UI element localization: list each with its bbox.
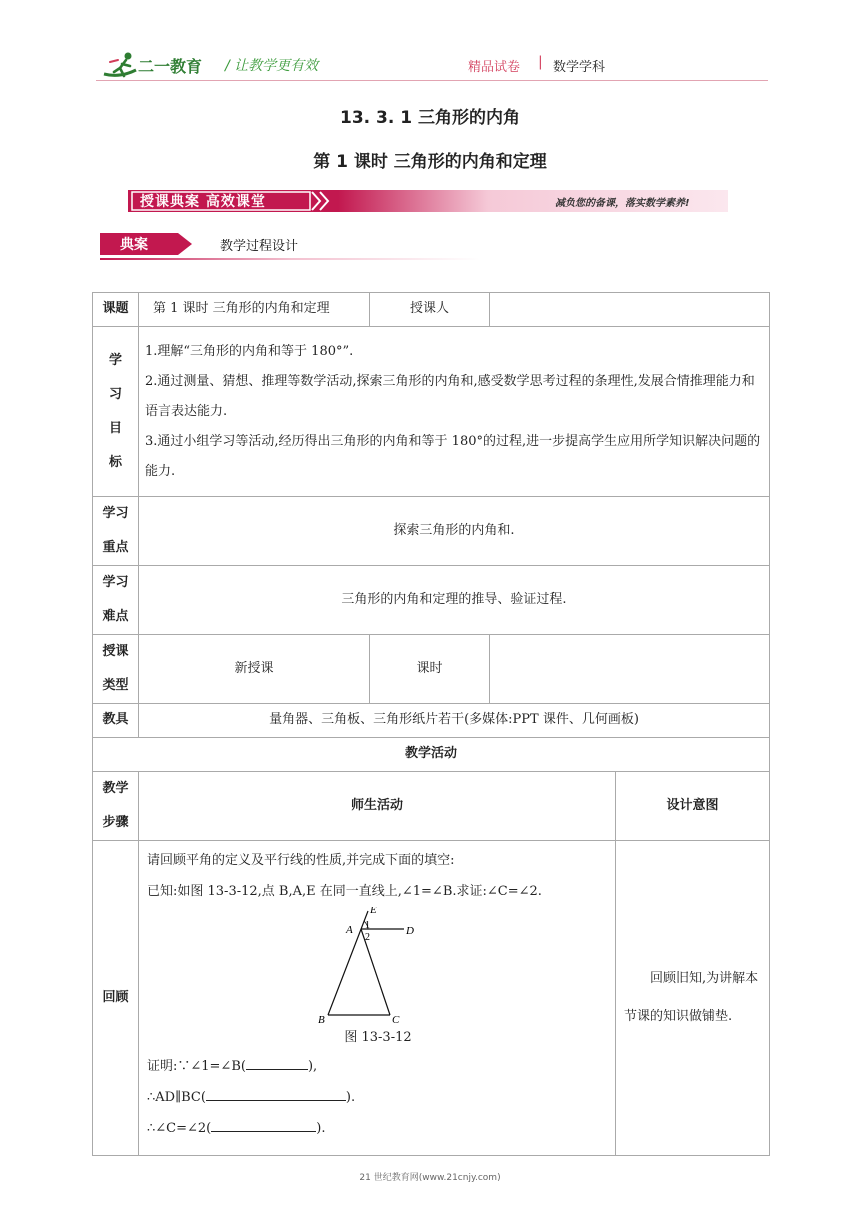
goals-content	[139, 327, 770, 497]
fill-blank[interactable]	[246, 1057, 308, 1070]
teacher-label: 授课人	[370, 293, 490, 327]
fill-blank[interactable]	[206, 1088, 346, 1101]
review-line: 已知:如图 13-3-12,点 B,A,E 在同一直线上,∠1=∠B.求证:∠C=∠2.	[147, 884, 542, 899]
label-E: E	[370, 907, 377, 916]
section-tag-text: 典案	[120, 237, 148, 253]
table-row	[93, 327, 770, 497]
label-angle-1: 1	[365, 920, 370, 931]
difficult-point-label: 学习 难点	[93, 566, 139, 635]
goal-item: 3.通过小组学习等活动,经历得出三角形的内角和等于 180°的过程,进一步提高学生应用所学知识解决问题的能力.	[145, 433, 761, 479]
label-D: D	[406, 925, 414, 937]
review-activity	[139, 841, 616, 1156]
logo-text: 二一教育	[138, 57, 203, 76]
page-title: 13. 3. 1 三角形的内角	[340, 108, 520, 128]
steps-label: 教学 步骤	[93, 772, 139, 841]
teacher-value	[490, 293, 770, 327]
table-row	[93, 704, 770, 738]
quality-tag: 精品试卷	[468, 60, 521, 75]
lesson-type-label: 授课 类型	[93, 635, 139, 704]
slogan: / 让教学更有效	[225, 58, 319, 74]
figure-caption: 图 13-3-12	[344, 1030, 412, 1045]
goal-item: 2.通过测量、猜想、推理等数学活动,探索三角形的内角和,感受数学思考过程的条理性,发展合情推理能力和语言表达能力.	[145, 373, 755, 419]
period-label: 课时	[370, 635, 490, 704]
proof-line: ∴∠C=∠2( ).	[147, 1121, 326, 1136]
table-row	[93, 293, 770, 327]
lesson-type-value: 新授课	[139, 635, 370, 704]
period-value	[490, 635, 770, 704]
tools-label: 教具	[93, 704, 139, 738]
label-C: C	[392, 1014, 400, 1025]
tools-value: 量角器、三角板、三角形纸片若干(多媒体:PPT 课件、几何画板)	[139, 704, 770, 738]
review-intent: 回顾旧知,为讲解本节课的知识做铺垫.	[616, 841, 770, 1156]
key-point-label: 学习 重点	[93, 497, 139, 566]
topic-label: 课题	[93, 293, 139, 327]
table-row	[93, 738, 770, 772]
banner-slogan: 减负您的备课，落实数学素养!	[555, 198, 690, 209]
footer: 21 世纪教育网(www.21cnjy.com)	[359, 1173, 501, 1183]
review-line: 请回顾平角的定义及平行线的性质,并完成下面的填空:	[147, 853, 455, 868]
goals-label: 学 习 目 标	[93, 327, 139, 497]
label-A: A	[346, 924, 353, 936]
label-angle-2: 2	[365, 932, 370, 943]
subject-tag: 数学学科	[553, 60, 606, 75]
header-divider	[96, 80, 768, 81]
table-row	[93, 635, 770, 704]
difficult-point-value: 三角形的内角和定理的推导、验证过程.	[139, 566, 770, 635]
label-B: B	[318, 1014, 325, 1025]
table-row	[93, 772, 770, 841]
activity-header: 教学活动	[93, 738, 770, 772]
table-row	[93, 841, 770, 1156]
banner-label: 授课典案 高效课堂	[140, 194, 266, 210]
proof-line: ∴AD∥BC( ).	[147, 1090, 356, 1105]
key-point-value: 探索三角形的内角和.	[139, 497, 770, 566]
section-title: 教学过程设计	[220, 239, 299, 254]
geometry-figure	[147, 907, 609, 1025]
table-row	[93, 497, 770, 566]
section-underline	[100, 258, 480, 260]
fill-blank[interactable]	[211, 1119, 316, 1132]
intent-column-header: 设计意图	[616, 772, 770, 841]
goal-item: 1.理解“三角形的内角和等于 180°”.	[145, 343, 354, 359]
triangle-diagram-icon	[318, 907, 438, 1025]
page-subtitle: 第 1 课时 三角形的内角和定理	[313, 152, 547, 172]
activity-column-header: 师生活动	[139, 772, 616, 841]
topic-value: 第 1 课时 三角形的内角和定理	[139, 293, 370, 327]
proof-line: 证明:∵∠1=∠B( ),	[147, 1059, 318, 1074]
table-row	[93, 566, 770, 635]
lesson-table	[92, 292, 770, 1156]
section-tag	[100, 229, 200, 259]
tag-separator: |	[538, 54, 543, 70]
review-label: 回顾	[93, 841, 139, 1156]
